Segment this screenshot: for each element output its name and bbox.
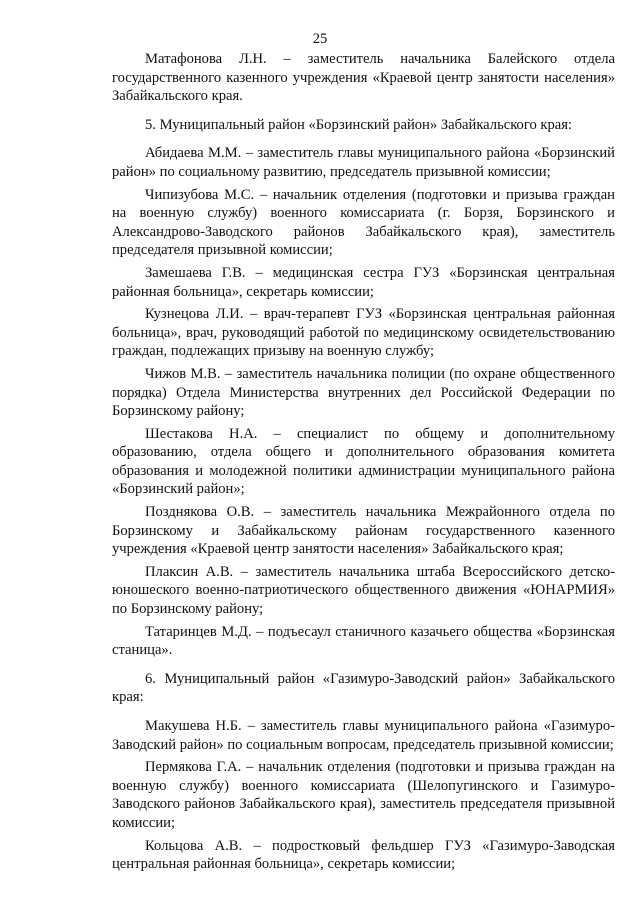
paragraph-entry: Абидаева М.М. – заместитель главы муниципального района «Борзинский район» по социальному развитию, председатель призывной комиссии; — [112, 145, 615, 180]
document-body — [112, 50, 615, 878]
paragraph-entry: Макушева Н.Б. – заместитель главы муниципального района «Газимуро-Заводский район» по социальным вопросам, председатель призывной комиссии; — [112, 718, 615, 753]
section-heading: 6. Муниципальный район «Газимуро-Заводский район» Забайкальского края: — [112, 670, 615, 706]
paragraph-entry: Чипизубова М.С. – начальник отделения (подготовки и призыва граждан на военную службу) военного комиссариата (г. Борзя, Борзинского и Александрово-Заводского районов Забайкальского края), заместитель председателя призывной комиссии; — [112, 186, 615, 259]
section-heading: 5. Муниципальный район «Борзинский район» Забайкальского края: — [145, 116, 573, 133]
paragraph-entry: Замешаева Г.В. – медицинская сестра ГУЗ «Борзинская центральная районная больница», секретарь комиссии; — [112, 264, 615, 300]
paragraph-entry: Позднякова О.В. – заместитель начальника Межрайонного отдела по Борзинскому и Забайкальскому районам государственного казенного учреждения «Краевой центр занятости населения» Забайкальского края; — [112, 504, 615, 558]
paragraph-entry: Шестакова Н.А. – специалист по общему и дополнительному образованию, отдела общего и дополнительного образования комитета образования и молодежной политики администрации муниципального района «Борзинский район»; — [112, 425, 615, 498]
paragraph-entry: Кузнецова Л.И. – врач-терапевт ГУЗ «Борзинская центральная районная больница», врач, руководящий работой по медицинскому освидетельствованию граждан, подлежащих призыву на военную службу; — [112, 306, 615, 360]
paragraph-entry: Чижов М.В. – заместитель начальника полиции (по охране общественного порядка) Отдела Министерства внутренних дел Российской Федерации по Борзинскому району; — [112, 365, 615, 420]
paragraph-entry: Плаксин А.В. – заместитель начальника штаба Всероссийского детско-юношеского военно-патриотического общественного движения «ЮНАРМИЯ» по Борзинскому району; — [112, 563, 615, 618]
paragraph-entry: Матафонова Л.Н. – заместитель начальника Балейского отдела государственного казенного учреждения «Краевой центр занятости населения» Забайкальского края. — [112, 51, 615, 105]
paragraph-entry: Кольцова А.В. – подростковый фельдшер ГУЗ «Газимуро-Заводская центральная районная больница», секретарь комиссии; — [112, 837, 615, 873]
paragraph-entry: Татаринцев М.Д. – подъесаул станичного казачьего общества «Борзинская станица». — [112, 623, 615, 659]
page-number: 25 — [312, 31, 328, 47]
paragraph-entry: Пермякова Г.А. – начальник отделения (подготовки и призыва граждан на военную службу) военного комиссариата (Шелопугинского и Газимуро-Заводского районов Забайкальского края), заместитель председателя призывной комиссии; — [112, 759, 615, 831]
